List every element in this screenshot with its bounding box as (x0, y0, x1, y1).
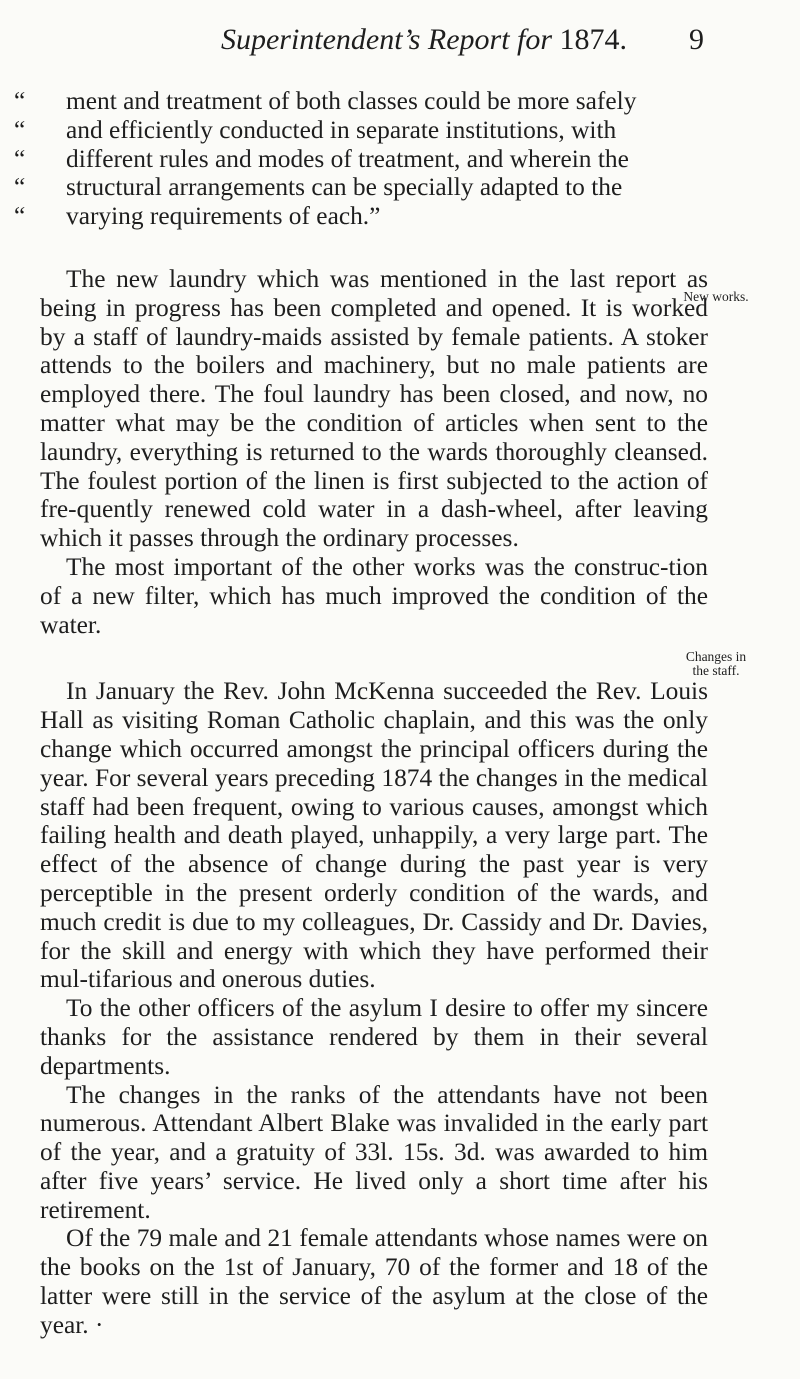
running-header (144, 20, 704, 60)
quote-line: structural arrangements can be specially adapted to the (66, 173, 623, 202)
quoted-passage (14, 87, 708, 231)
paragraph-attendant-numbers: Of the 79 male and 21 female attendants whose names were on the books on the 1st of January, 70 of the former and 18 of the latter were still in the service of the asylum at the close of the year. · (40, 1224, 708, 1339)
quote-line: and efficiently conducted in separate institutions, with (66, 115, 617, 144)
quote-mark: “ (14, 173, 26, 202)
paragraph-attendants: The changes in the ranks of the attendants have not been numerous. Attendant Albert Blake was invalided in the early part of the year, and a gratuity of 33l. 15s. 3d. was awarded to him after five years’ service. He lived only a short time after his retirement. (40, 1080, 708, 1224)
quote-mark: “ (14, 144, 26, 173)
quote-mark: “ (14, 87, 26, 115)
paragraph-filter: The most important of the other works was the construc-tion of a new filter, which has much improved the condition of the water. (40, 552, 708, 639)
page-number: 9 (689, 23, 704, 56)
paragraph-thanks: To the other officers of the asylum I desire to offer my sincere thanks for the assistance rendered by them in their several departments. (40, 994, 708, 1080)
paragraph-chaplain: In January the Rev. John McKenna succeeded the Rev. Louis Hall as visiting Roman Catholic chaplain, and this was the only change which occurred amongst the principal officers during the year. For several years preceding 1874 the changes in the medical staff had been frequent, owing to various causes, amongst which failing health and death played, unhappily, a very large part. The effect of the absence of change during the past year is very perceptible in the present orderly condition of the wards, and much credit is due to my colleagues, Dr. Cassidy and Dr. Davies, for the skill and energy with which they have performed their mul-tifarious and onerous duties. (40, 677, 708, 994)
quote-line: varying requirements of each.” (66, 202, 381, 231)
running-title: Superintendent’s Report for 1874. (220, 23, 628, 56)
quote-line: different rules and modes of treatment, and wherein the (66, 144, 629, 173)
quote-line: ment and treatment of both classes could be more safely (66, 87, 637, 115)
margin-note-staff-changes: Changes in the staff. (685, 649, 747, 678)
page-body (14, 87, 708, 1340)
margin-note-new-works: New works. (683, 289, 749, 304)
quote-mark: “ (14, 202, 26, 231)
quote-mark: “ (14, 115, 26, 144)
paragraph-new-works: The new laundry which was mentioned in the last report as being in progress has been completed and opened. It is worked by a staff of laundry-maids assisted by female patients. A stoker attends to the boilers and machinery, but no male patients are employed there. The foul laundry has been closed, and now, no matter what may be the condition of articles when sent to the laundry, everything is returned to the wards thoroughly cleansed. The foulest portion of the linen is first subjected to the action of fre-quently renewed cold water in a dash-wheel, after leaving which it passes through the ordinary processes. (40, 264, 708, 553)
